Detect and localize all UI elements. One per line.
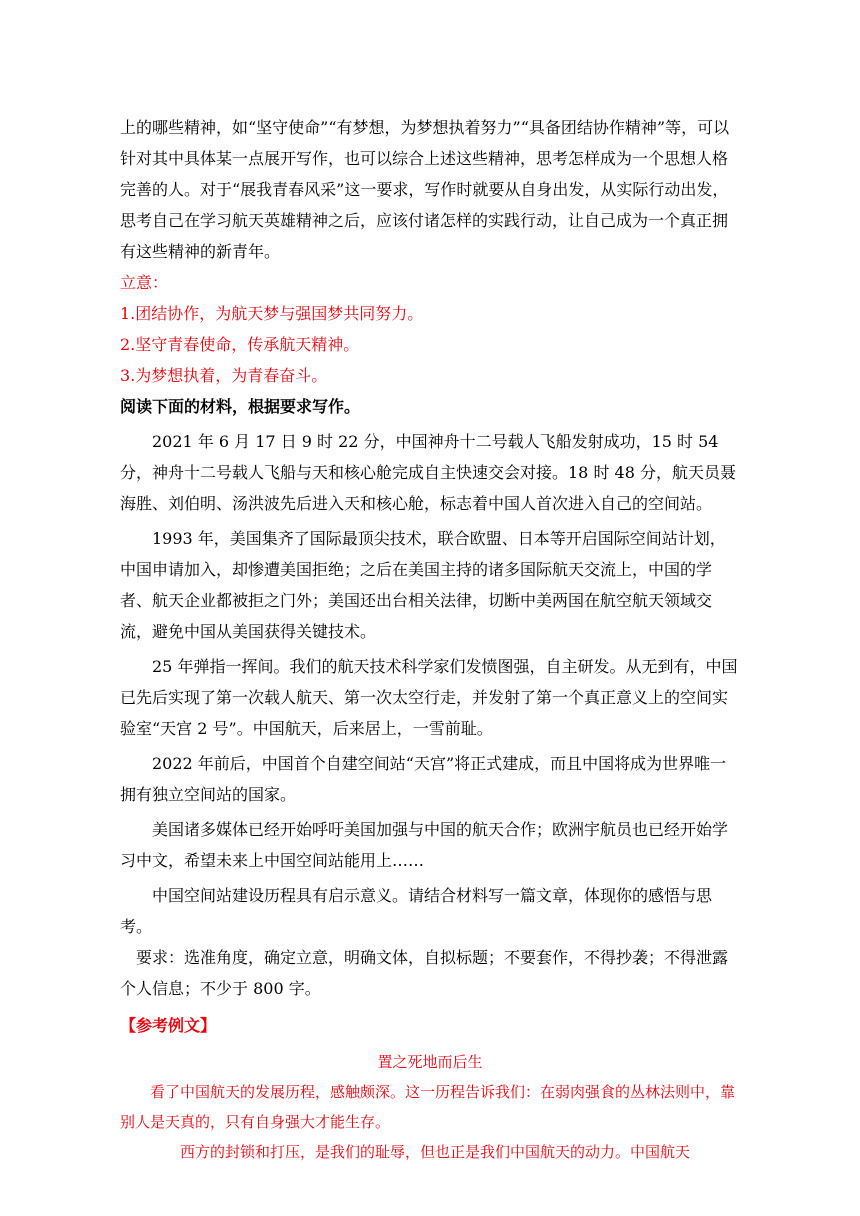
theme-point: 2.坚守青春使命，传承航天精神。 [120,335,360,354]
theme-point: 1.团结协作，为航天梦与强国梦共同努力。 [120,304,424,323]
theme-point: 3.为梦想执着，为青春奋斗。 [120,366,328,385]
intro-paragraph: 上的哪些精神，如“坚守使命”“有梦想，为梦想执着努力”“具备团结协作精神”等，可以针对其中具体某一点展开写作，也可以综合上述这些精神，思考怎样成为一个思想人格完善的人。对于“展我青春风采”这一要求，写作时就要从自身出发，从实际行动出发，思考自己在学习航天英雄精神之后，应该付诸怎样的实践行动，让自己成为一个真正拥有这些精神的新青年。 [120,118,730,261]
theme-heading: 立意： [120,273,169,292]
material-paragraph: 中国空间站建设历程具有启示意义。请结合材料写一篇文章，体现你的感悟与思考。 [120,886,713,936]
essay-paragraph: 看了中国航天的发展历程，感触颇深。这一历程告诉我们：在弱肉强食的丛林法则中，靠别人是天真的，只有自身强大才能生存。 [120,1083,736,1131]
reference-label: 【参考例文】 [120,1016,217,1035]
essay-title: 置之死地而后生 [377,1053,483,1071]
document-content [120,112,740,1167]
material-paragraph: 美国诸多媒体已经开始呼吁美国加强与中国的航天合作；欧洲宇航员也已经开始学习中文，希望未来上中国空间站能用上…… [120,820,729,870]
material-paragraph: 2022 年前后，中国首个自建空间站“天宫”将正式建成，而且中国将成为世界唯一拥有独立空间站的国家。 [120,754,727,804]
requirements-paragraph: 要求：选准角度，确定立意，明确文体，自拟标题；不要套作，不得抄袭；不得泄露个人信息；不少于 800 字。 [120,948,729,998]
essay-paragraph: 西方的封锁和打压，是我们的耻辱，但也正是我们中国航天的动力。中国航天 [180,1143,691,1161]
material-paragraph: 1993 年，美国集齐了国际最顶尖技术，联合欧盟、日本等开启国际空间站计划，中国申请加入，却惨遭美国拒绝；之后在美国主持的诸多国际航天交流上，中国的学者、航天企业都被拒之门外；美国还出台相关法律，切断中美两国在航空航天领域交流，避免中国从美国获得关键技术。 [120,529,726,641]
material-paragraph: 25 年弹指一挥间。我们的航天技术科学家们发愤图强，自主研发。从无到有，中国已先后实现了第一次载人航天、第一次太空行走，并发射了第一个真正意义上的空间实验室“天宫 2 号”。中国航天，后来居上，一雪前耻。 [120,657,738,738]
material-paragraph: 2021 年 6 月 17 日 9 时 22 分，中国神舟十二号载人飞船发射成功，15 时 54 分，神舟十二号载人飞船与天和核心舱完成自主快速交会对接。18 时 48 分，航天员聂海胜、刘伯明、汤洪波先后进入天和核心舱，标志着中国人首次进入自己的空间站。 [120,432,736,513]
task-heading: 阅读下面的材料，根据要求写作。 [120,397,361,416]
